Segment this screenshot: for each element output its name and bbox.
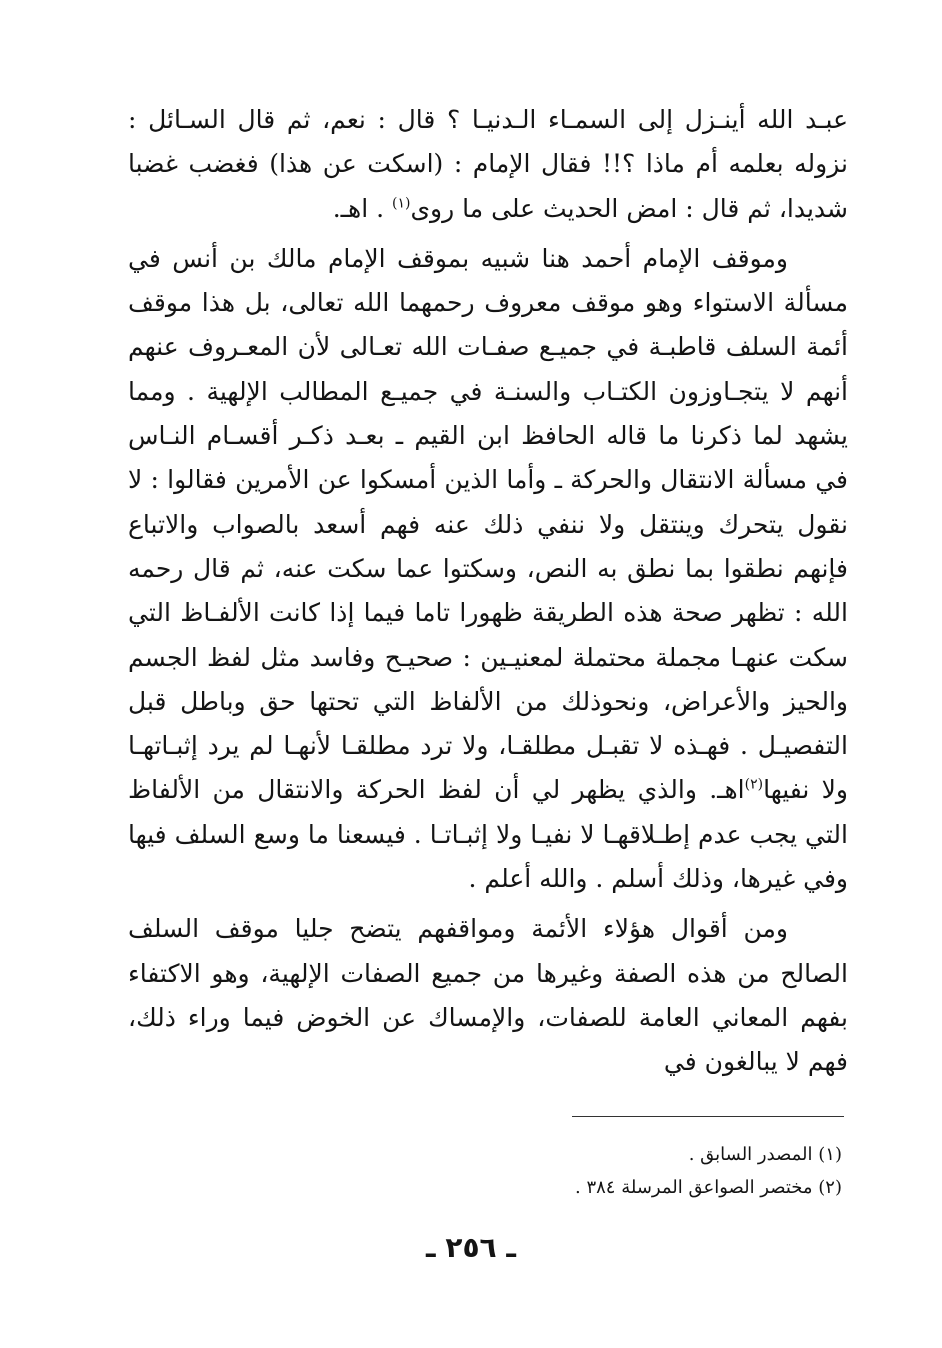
paragraph-1-text: عبـد الله أينـزل إلى السمـاء الـدنيـا ؟ قال : نعم، ثم قال السـائل : نزوله بعلمه أم ماذا ؟!! فقال الإمام : (اسكت عن هذا) فغضب غضبا شديدا، ثم قال : امض الحديث على ما روى <box>128 105 848 223</box>
paragraph-1-ending: . اهـ. <box>332 193 385 223</box>
main-text <box>128 98 848 1085</box>
footnote-separator <box>572 1116 844 1117</box>
footnote-1: (١) المصدر السابق . <box>688 1144 842 1165</box>
paragraph-2-text: وموقف الإمام أحمد هنا شبيه بموقف الإمام مالك بن أنس في مسألة الاستواء وهو موقف معروف رحمهما الله تعالى، بل هذا موقف أئمة السلف قاطبـة في جميـع صفـات الله تعـالى لأن المعـروف عنهم أنهم لا يتجـاوزون الكتـاب والسنـة في جميـع المطالب الإلهية . ومما يشهد لما ذكرنا ما قاله الحافظ ابن القيم ـ بعـد ذكـر أقسـام النـاس في مسألة الانتقال والحركة ـ وأما الذين أمسكوا عن الأمرين فقالوا : لا نقول يتحرك وينتقل ولا ننفي ذلك عنه فهم أسعد بالصواب والاتباع فإنهم نطقوا بما نطق به النص، وسكتوا عما سكت عنه، ثم قال رحمه الله : تظهر صحة هذه الطريقة ظهورا تاما فيما إذا كانت الألفـاظ التي سكت عنهـا مجملة محتملة لمعنيـين : صحيـح وفاسد مثل لفظ الجسم والحيز والأعراض، ونحوذلك من الألفاظ التي تحتها حق وباطل قبل التفصيـل . فهـذه لا تقبـل مطلقـا، ولا ترد مطلقـا لأنهـا لم يرد إثبـاتهـا ولا نفيها <box>128 243 848 805</box>
paragraph-3 <box>128 907 848 1084</box>
footnote-ref-1: (١) <box>391 195 411 212</box>
paragraph-1 <box>128 98 848 231</box>
page-number: ـ ٢٥٦ ـ <box>426 1231 516 1264</box>
footnote-ref-2: (٢) <box>744 777 764 794</box>
paragraph-2-ending: اهـ. والذي يظهر لي أن لفظ الحركة والانتقال من الألفاظ التي يجب عدم إطـلاقهـا لا نفيـا ولا إثبـاتـا . فيسعنا ما وسع السلف فيها وفي غيرها، وذلك أسلم . والله أعلم . <box>128 775 848 894</box>
footnote-2: (٢) مختصر الصواعق المرسلة ٣٨٤ . <box>575 1177 842 1198</box>
paragraph-2 <box>128 237 848 901</box>
footnotes <box>400 1138 842 1204</box>
paragraph-3-text: ومن أقوال هؤلاء الأئمة ومواقفهم يتضح جليا موقف السلف الصالح من هذه الصفة وغيرها من جميع الصفات الإلهية، وهو الاكتفاء بفهم المعاني العامة للصفات، والإمساك عن الخوض فيما وراء ذلك، فهم لا يبالغون في <box>128 914 848 1077</box>
